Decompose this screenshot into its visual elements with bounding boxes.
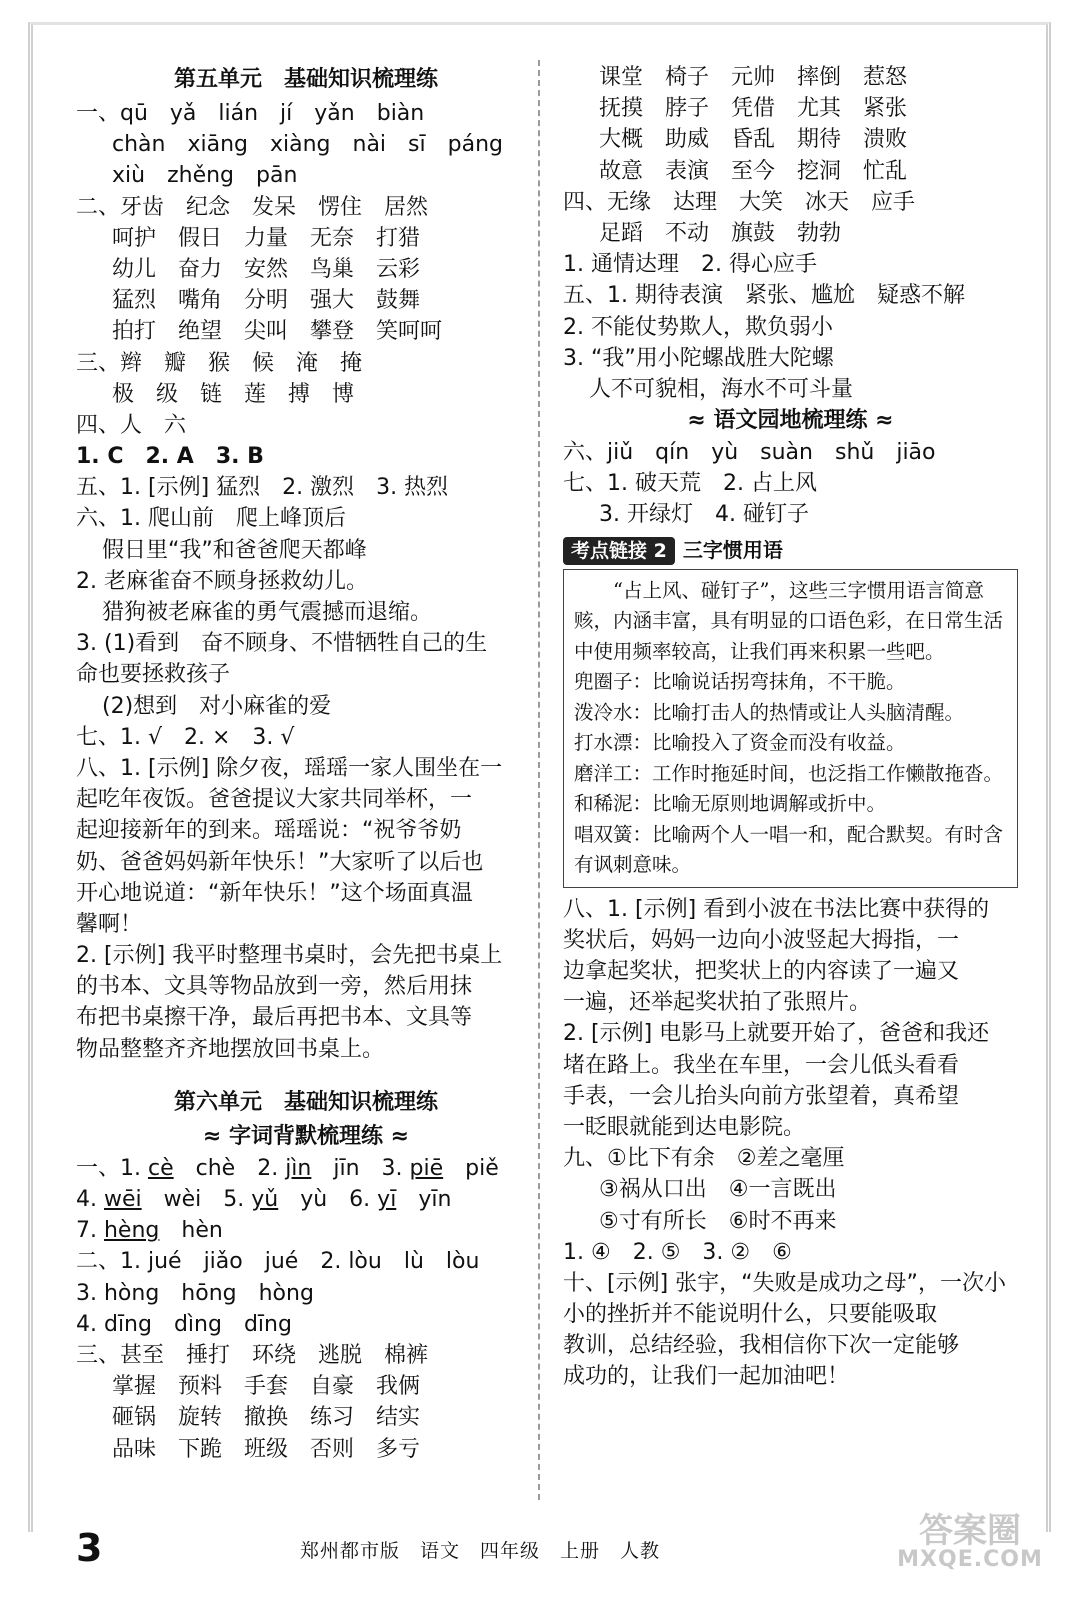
knowledge-link-badge: 考点链接 2: [563, 537, 675, 565]
answer-line: 布把书桌擦干净，最后再把书本、文具等: [76, 1005, 473, 1031]
underlined-pinyin: jìn: [285, 1155, 312, 1181]
unit5-title: 第五单元 基础知识梳理练: [173, 67, 438, 92]
answer-line: 七、1. √ 2. × 3. √: [76, 724, 295, 750]
answer-line: 课堂 椅子 元帅 摔倒 惹怒: [599, 65, 908, 90]
answer-line: 拍打 绝望 尖叫 攀登 笑呵呵: [112, 319, 443, 345]
answer-line: ③祸从口出 ④一言既出: [599, 1177, 837, 1203]
answer-line: 掌握 预料 手套 自豪 我俩: [112, 1374, 421, 1400]
answer-line: ⑤寸有所长 ⑥时不再来: [599, 1208, 837, 1234]
answer-line: 十、[示例] 张宇，“失败是成功之母”，一次小: [563, 1270, 1006, 1296]
answer-line: 堵在路上。我坐在车里，一会儿低头看看: [563, 1052, 960, 1078]
answer-line: 3. (1)看到 奋不顾身、不惜牺牲自己的生: [76, 631, 488, 657]
answer-line: 2. 不能仗势欺人，欺负弱小: [563, 314, 833, 340]
answer-line: 边拿起奖状，把奖状上的内容读了一遍又: [563, 959, 960, 984]
answer-line: 足蹈 不动 旗鼓 勃勃: [599, 220, 842, 246]
answer-line: 四、人 六: [76, 412, 187, 438]
answer-line: 三、辫 瓣 猴 候 淹 掩: [76, 350, 363, 376]
answer-line: 2. 老麻雀奋不顾身拯救幼儿。: [76, 568, 368, 594]
answer-line: 1. ④ 2. ⑤ 3. ② ⑥: [563, 1239, 792, 1265]
column-divider: [538, 60, 540, 1500]
answer-line: 3. hòng hōng hòng: [76, 1280, 314, 1306]
watermark-bottom: MXQE.COM: [897, 1547, 1043, 1572]
answer-line: 八、1. [示例] 除夕夜，瑶瑶一家人围坐在一: [76, 755, 503, 781]
knowledge-link-header: [563, 533, 1018, 567]
answer-line: 八、1. [示例] 看到小波在书法比赛中获得的: [563, 896, 990, 922]
idiom-item: 唱双簧：比喻两个人一唱一和，配合默契。有时含有讽刺意味。: [574, 822, 1004, 877]
answer-line: 2. [示例] 电影马上就要开始了，爸爸和我还: [563, 1021, 990, 1047]
answer-line: 小的挫折并不能说明什么，只要能吸取: [563, 1302, 938, 1328]
answer-line: 4. dīng dìng dīng: [76, 1311, 292, 1337]
footer-edition-text: 郑州都市版 语文 四年级 上册 人教: [300, 1540, 661, 1562]
answer-line: 的书本、文具等物品放到一旁，然后用抹: [76, 974, 473, 1000]
answer-line: 极 级 链 莲 搏 博: [112, 381, 355, 407]
idiom-item: 和稀泥：比喻无原则地调解或折中。: [574, 792, 887, 816]
answer-line: 六、jiǔ qín yù suàn shǔ jiāo: [563, 440, 936, 466]
page-footer: [0, 1511, 1079, 1574]
underlined-pinyin: hèng: [103, 1218, 160, 1244]
answer-line: [76, 1184, 536, 1215]
answer-line: 奶、爸爸妈妈新年快乐！”大家听了以后也: [76, 849, 484, 875]
text-segment: 7.: [76, 1218, 104, 1244]
idiom-item: 兜圈子：比喻说话拐弯抹角，不干脆。: [574, 670, 906, 694]
underlined-pinyin: yǔ: [251, 1187, 279, 1212]
text-segment: 一、1.: [76, 1155, 148, 1181]
answer-line: 假日里“我”和爸爸爬天都峰: [102, 537, 367, 563]
answer-line: 一遍，还举起奖状拍了张照片。: [563, 990, 872, 1016]
left-column: [76, 62, 536, 1465]
answer-line: 起吃年夜饭。爸爸提议大家共同举杯，一: [76, 787, 473, 813]
unit6-subtitle: ≈ 字词背默梳理练 ≈: [202, 1123, 410, 1149]
answer-line: 故意 表演 至今 挖洞 忙乱: [599, 158, 908, 184]
answer-line: 人不可貌相，海水不可斗量: [589, 376, 854, 402]
text-segment: piě: [443, 1155, 499, 1181]
text-segment: yīn: [396, 1187, 452, 1212]
underlined-pinyin: wēi: [103, 1187, 142, 1212]
text-segment: jīn 3.: [311, 1155, 410, 1181]
answer-line: 3. “我”用小陀螺战胜大陀螺: [563, 345, 834, 371]
watermark-top: 答案圈: [919, 1511, 1021, 1551]
answer-line: chàn xiāng xiàng nài sī páng: [112, 132, 503, 158]
unit6-title: 第六单元 基础知识梳理练: [173, 1089, 438, 1115]
underlined-pinyin: cè: [147, 1155, 174, 1181]
answer-line: [76, 1215, 536, 1246]
answer-line: 物品整整齐齐地摆放回书桌上。: [76, 1036, 385, 1062]
right-column: [563, 62, 1018, 1393]
answer-line: 七、1. 破天荒 2. 占上风: [563, 471, 817, 497]
page-number: 3: [76, 1526, 103, 1570]
yuwen-garden-subtitle: ≈ 语文园地梳理练 ≈: [687, 408, 894, 434]
answer-line: (2)想到 对小麻雀的爱: [102, 693, 332, 719]
knowledge-link-title: 三字惯用语: [682, 537, 783, 562]
box-intro: “占上风、碰钉子”，这些三字惯用语言简意赅，内涵丰富，具有明显的口语色彩，在日常生活中使用频率较高，让我们再来积累一些吧。: [574, 578, 1004, 663]
answer-line: 砸锅 旋转 撤换 练习 结实: [112, 1405, 421, 1431]
answer-line: 二、1. jué jiǎo jué 2. lòu lù lòu: [76, 1249, 480, 1275]
answer-line: 三、甚至 捶打 环绕 逃脱 棉裤: [76, 1342, 429, 1368]
answer-line: 猎狗被老麻雀的勇气震撼而退缩。: [102, 600, 433, 625]
answer-line: 2. [示例] 我平时整理书桌时，会先把书桌上: [76, 943, 503, 969]
answer-line: 幼儿 奋力 安然 鸟巢 云彩: [112, 256, 421, 282]
answer-line: 3. 开绿灯 4. 碰钉子: [599, 502, 809, 528]
answer-line: 抚摸 脖子 凭借 尤其 紧张: [599, 96, 908, 122]
watermark-logo: [880, 1511, 1060, 1584]
answer-line: 1. 通情达理 2. 得心应手: [563, 252, 817, 278]
answer-line: 一、qū yǎ lián jí yǎn biàn: [76, 101, 425, 126]
idiom-item: 打水漂：比喻投入了资金而没有收益。: [574, 731, 906, 755]
answer-line: 五、1. [示例] 猛烈 2. 激烈 3. 热烈: [76, 475, 449, 501]
answer-line: 猛烈 嘴角 分明 强大 鼓舞: [112, 288, 421, 314]
text-segment: 4.: [76, 1187, 104, 1212]
answer-line: 成功的，让我们一起加油吧！: [563, 1364, 850, 1390]
knowledge-link-box: [563, 569, 1018, 888]
answer-line: 九、①比下有余 ②差之毫厘: [563, 1146, 845, 1172]
text-segment: hèn: [159, 1218, 223, 1244]
answer-line: 二、牙齿 纪念 发呆 愣住 居然: [76, 194, 429, 220]
answer-line: 开心地说道：“新年快乐！”这个场面真温: [76, 880, 473, 906]
answer-line: 呵护 假日 力量 无奈 打猎: [112, 225, 421, 251]
idiom-item: 泼冷水：比喻打击人的热情或让人头脑清醒。: [574, 700, 965, 724]
text-segment: chè 2.: [173, 1155, 286, 1181]
answer-line: 起迎接新年的到来。瑶瑶说：“祝爷爷奶: [76, 818, 462, 844]
answer-line: 四、无缘 达理 大笑 冰天 应手: [563, 189, 916, 215]
answer-line: 品味 下跪 班级 否则 多亏: [112, 1436, 421, 1462]
underlined-pinyin: piē: [409, 1155, 444, 1181]
answer-line: xiù zhěng pān: [112, 163, 298, 189]
idiom-item: 磨洋工：工作时拖延时间，也泛指工作懒散拖沓。: [574, 761, 1004, 785]
answer-line: 大概 助威 昏乱 期待 溃败: [599, 127, 908, 153]
answer-line: [76, 1153, 536, 1184]
answer-line: 一眨眼就能到达电影院。: [563, 1114, 806, 1140]
answer-line: 六、1. 爬山前 爬上峰顶后: [76, 506, 346, 532]
text-segment: wèi 5.: [141, 1187, 252, 1212]
answer-line: 五、1. 期待表演 紧张、尴尬 疑惑不解: [563, 283, 965, 309]
answer-line: 奖状后，妈妈一边向小波竖起大拇指，一: [563, 927, 960, 953]
answer-line: 1. C 2. A 3. B: [76, 444, 264, 470]
answer-line: 教训，总结经验，我相信你下次一定能够: [563, 1333, 960, 1359]
text-segment: yù 6.: [278, 1187, 378, 1212]
answer-line: 馨啊！: [76, 911, 143, 937]
underlined-pinyin: yī: [377, 1187, 397, 1212]
answer-line: 命也要拯救孩子: [76, 662, 231, 688]
answer-line: 手表，一会儿抬头向前方张望着，真希望: [563, 1083, 960, 1109]
